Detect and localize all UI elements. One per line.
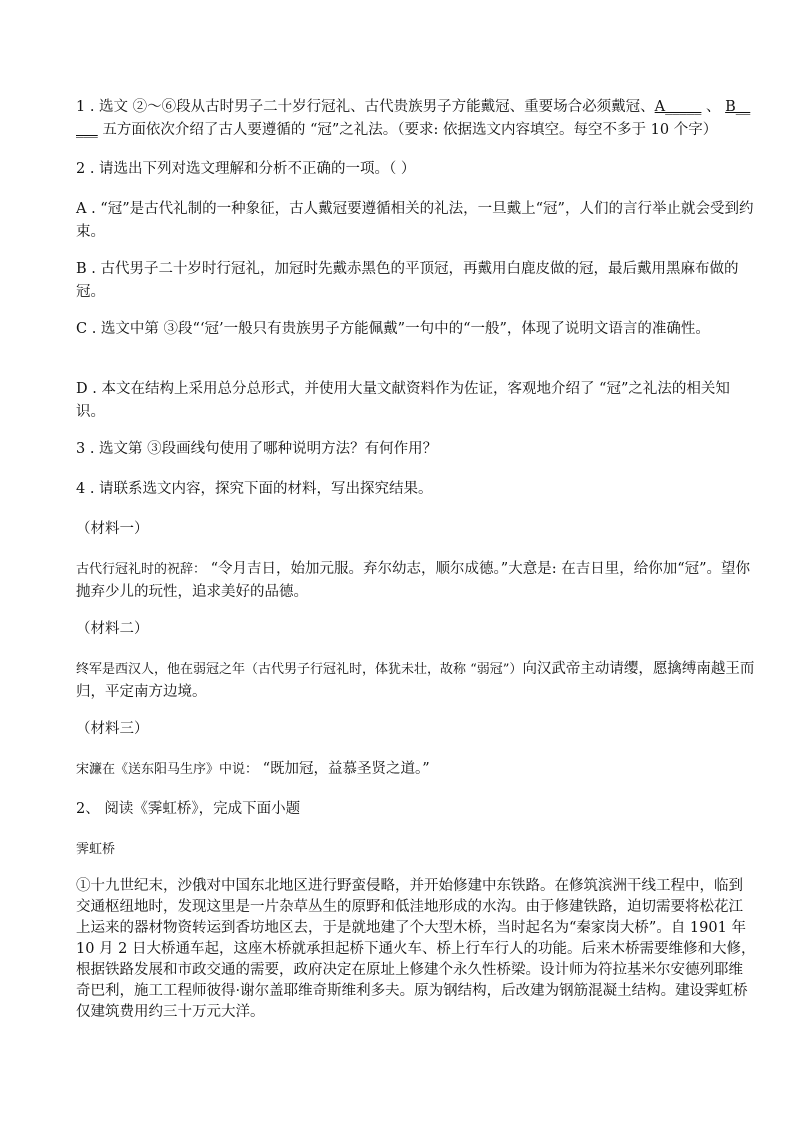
material-1-lead: 古代行冠礼时的祝辞： [76, 562, 207, 577]
option-b: B . 古代男子二十岁时行冠礼，加冠时先戴赤黑色的平顶冠，再戴用白鹿皮做的冠，最后戴用黑麻布做的冠。 [76, 261, 739, 300]
question-1-text: 1 . 选文 ②～⑥段从古时男子二十岁行冠礼、古代贵族男子方能戴冠、重要场合必须戴冠、 [76, 99, 655, 115]
option-c: C . 选文中第 ③段“‘冠’一般只有贵族男子方能佩戴”一句中的“一般”，体现了说明文语言的准确性。 [76, 321, 710, 337]
question-1 [76, 96, 756, 142]
material-1-title: （材料一） [76, 521, 149, 537]
material-2-lead: 终军是西汉人，他在弱冠之年（古代男子行冠礼时，体犹未壮，故称 “弱冠”） [76, 662, 523, 677]
material-1 [76, 558, 756, 604]
material-3-body: “既加冠，益慕圣贤之道。” [258, 761, 430, 777]
blank-a[interactable]: A_____ [654, 99, 702, 115]
material-3-title: （材料三） [76, 721, 149, 737]
question-2-stem: 2 . 请选出下列对选文理解和分析不正确的一项。（ ） [76, 161, 416, 177]
article-title: 霁虹桥 [76, 842, 116, 857]
question-3: 3 . 选文第 ③段画线句使用了哪种说明方法？有何作用？ [76, 441, 438, 457]
material-2-body: 向汉武帝主动请缨，愿擒缚南越王而归，平定南方边境。 [76, 661, 755, 700]
option-d: D . 本文在结构上采用总分总形式，并使用大量文献资料作为佐证，客观地介绍了 “冠”之礼法的相关知识。 [76, 381, 730, 420]
material-2 [76, 658, 756, 704]
question-4: 4 . 请联系选文内容，探究下面的材料，写出探究结果。 [76, 481, 433, 497]
blank-separator: 、 [701, 99, 726, 115]
section-2-heading: 2、 阅读《霁虹桥》，完成下面小题 [76, 801, 301, 817]
material-1-body: “令月吉日，始加元服。弃尔幼志，顺尔成德。”大意是: 在吉日里，给你加“冠”。望你抛弃少儿的玩性，追求美好的品德。 [76, 561, 751, 600]
material-2-title: （材料二） [76, 621, 149, 637]
article-paragraph-1: ①十九世纪末，沙俄对中国东北地区进行野蛮侵略，并开始修建中东铁路。在修筑滨洲干线工程中，临到交通枢纽地时，发现这里是一片杂草丛生的原野和低洼地形成的水沟。由于修建铁路，迫切需要将松花江上运来的器材物资转运到香坊地区去，于是就地建了个大型木桥，当时起名为“秦家岗大桥”。自 1901 年 10 月 2 日大桥通车起，这座木桥就承担起桥下通火车、桥上行车行人的功能。后来木桥需要维修和大修，根据铁路发展和市政交通的需要，政府决定在原址上修建个永久性桥梁。设计师为符拉基米尔安德列耶维奇巴利，施工工程师彼得·谢尔盖耶维奇斯维利多夫。原为钢结构，后改建为钢筋混凝土结构。建设霁虹桥仅建筑费用约三十万元大洋。 [76, 878, 756, 1020]
material-3-lead: 宋濂在《送东阳马生序》中说： [76, 762, 259, 777]
blank-b[interactable]: B_____ [76, 99, 751, 138]
question-1-requirement: 五方面依次介绍了古人要遵循的 “冠”之礼法。（要求: 依据选文内容填空。每空不多于 10 个字） [97, 122, 718, 138]
material-3 [76, 758, 756, 781]
option-a: A . “冠”是古代礼制的一种象征，古人戴冠要遵循相关的礼法，一旦戴上“冠”，人们的言行举止就会受到约束。 [76, 201, 754, 240]
